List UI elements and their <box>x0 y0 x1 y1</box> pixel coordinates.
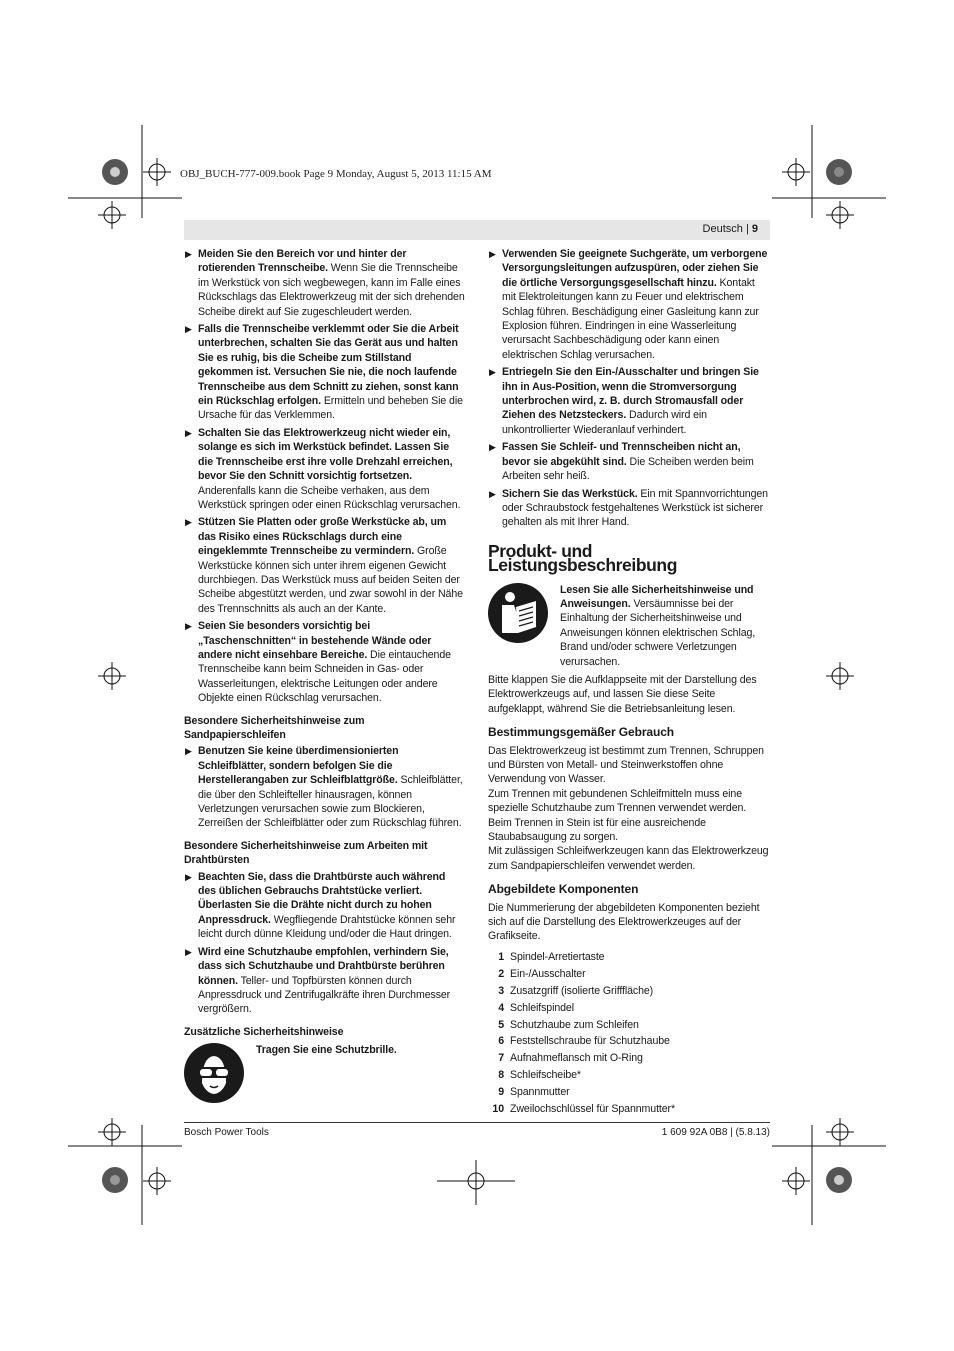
bullet-arrow-icon: ▶ <box>185 427 192 438</box>
item-text: Anderenfalls kann die Scheibe verhaken, aus dem Werkstück springen oder einen Rückschlag verursachen. <box>198 484 461 511</box>
goggles-text <box>244 1043 397 1103</box>
bullet-arrow-icon: ▶ <box>489 488 496 499</box>
page-number: 9 <box>751 223 758 235</box>
safety-item <box>184 744 466 830</box>
safety-item <box>488 440 770 483</box>
component-item <box>488 1001 770 1015</box>
component-name: Schleifspindel <box>510 1001 574 1014</box>
footer-doc-number: 1 609 92A 0B8 | (5.8.13) <box>661 1127 770 1138</box>
read-instructions-notice <box>488 583 770 669</box>
safety-item <box>184 945 466 1017</box>
component-number: 2 <box>498 967 504 980</box>
safety-item <box>184 426 466 512</box>
item-text: Dadurch wird ein unkontrollierter Wiederanlauf verhindert. <box>502 409 707 436</box>
component-item <box>488 1102 770 1116</box>
components-heading: Abgebildete Komponenten <box>488 882 639 897</box>
safety-item <box>184 322 466 423</box>
component-number: 10 <box>492 1103 504 1116</box>
component-number: 3 <box>498 984 504 997</box>
safety-item <box>488 365 770 437</box>
safety-item <box>184 247 466 319</box>
components-list <box>488 950 770 1117</box>
read-body: Versäumnisse bei der Einhaltung der Sicherheitshinweise und Anweisungen können elektrischen Schlag, Brand und/oder schwere Verletzungen verursachen. <box>560 597 756 668</box>
item-text: Wenn Sie die Trennscheibe im Werkstück von sich wegbewegen, kann im Falle eines Rückschlags das Elektrowerkzeug mit der sich drehenden Scheibe direkt auf Sie zugeschleudert werden. <box>198 262 465 318</box>
item-bold: Benutzen Sie keine überdimensionierten Schleifblätter, sondern befolgen Sie die Herstellerangaben zur Schleifblattgröße. <box>198 745 399 787</box>
component-item <box>488 1018 770 1032</box>
item-text: Kontakt mit Elektroleitungen kann zu Feuer und elektrischem Schlag führen. Beschädigung einer Gasleitung kann zur Explosion führen. Eindringen in eine Wasserleitung verursacht Sachbeschädigung oder kann einen elektrischen Schlag verursachen. <box>502 276 759 361</box>
component-name: Zusatzgriff (isolierte Grifffläche) <box>510 984 654 997</box>
use-paragraph: Zum Trennen mit gebundenen Schleifmitteln muss eine spezielle Schutzhaube zum Trennen verwendet werden. <box>488 787 747 815</box>
subsection-heading: Zusätzliche Sicherheitshinweise <box>184 1025 344 1038</box>
use-paragraph: Mit zulässigen Schleifwerkzeugen kann das Elektrowerkzeug zum Sandpapierschleifen verwendet werden. <box>488 845 769 872</box>
item-text: Große Werkstücke können sich unter ihrem eigenen Gewicht durchbiegen. Das Werkstück muss auf beiden Seiten der Scheibe abgestützt werden, und zwar sowohl in der Nähe des Trennschnitts als auch an der Kante. <box>198 545 463 615</box>
read-manual-icon <box>488 583 548 643</box>
right-column <box>488 247 770 1119</box>
bullet-arrow-icon: ▶ <box>185 517 192 528</box>
safety-item <box>184 619 466 705</box>
components-intro: Die Nummerierung der abgebildeten Komponenten bezieht sich auf die Darstellung des Elektrowerkzeuges auf der Grafikseite. <box>488 901 760 943</box>
bullet-arrow-icon: ▶ <box>185 249 192 259</box>
safety-item <box>488 487 770 530</box>
component-item <box>488 1068 770 1082</box>
bullet-arrow-icon: ▶ <box>489 442 496 453</box>
header-label <box>703 223 758 235</box>
item-bold: Stützen Sie Platten oder große Werkstücke ab, um das Risiko eines Rückschlags durch eine eingeklemmte Trennscheibe zu vermindern. <box>198 516 447 558</box>
item-bold: Falls die Trennscheibe verklemmt oder Sie die Arbeit unterbrechen, schalten Sie das Gerät aus und halten Sie es ruhig, bis die Scheibe zum Stillstand gekommen ist. Versuchen Sie nie, die noch laufende Trennscheibe aus dem Schnitt zu ziehen, sonst kann ein Rückschlag erfolgen. <box>198 323 459 408</box>
component-name: Spindel-Arretiertaste <box>510 950 605 963</box>
item-bold: Wird eine Schutzhaube empfohlen, verhindern Sie, dass sich Schutzhaube und Drahtbürste berühren können. <box>198 945 449 987</box>
use-paragraph: Beim Trennen in Stein ist für eine ausreichende Staubabsaugung zu sorgen. <box>488 816 706 844</box>
header-language: Deutsch <box>702 223 743 235</box>
goggles-label: Tragen Sie eine Schutzbrille. <box>256 1044 397 1057</box>
component-item <box>488 967 770 981</box>
component-number: 8 <box>498 1069 504 1082</box>
safety-item <box>488 247 770 362</box>
component-name: Schutzhaube zum Schleifen <box>510 1018 639 1031</box>
item-bold: Beachten Sie, dass die Drahtbürste auch während des üblichen Gebrauchs Drahtstücke verliert. Überlasten Sie die Drähte nicht durch zu hohen Anpressdruck. <box>198 870 446 926</box>
item-text: Teller- und Topfbürsten können durch Anpressdruck und Zentrifugalkräfte ihren Durchmesser vergrößern. <box>198 974 451 1016</box>
page-header-bar <box>184 220 770 240</box>
component-name: Schleifscheibe* <box>510 1069 581 1082</box>
safety-item <box>184 515 466 616</box>
component-item <box>488 984 770 998</box>
bullet-arrow-icon: ▶ <box>185 621 192 632</box>
header-separator: | <box>742 223 752 235</box>
component-name: Ein-/Ausschalter <box>510 967 586 980</box>
item-bold: Seien Sie besonders vorsichtig bei „Taschenschnitten“ in bestehende Wände oder andere nicht einsehbare Bereiche. <box>198 620 432 661</box>
left-column <box>184 247 466 1103</box>
bullet-arrow-icon: ▶ <box>185 946 192 957</box>
item-bold: Entriegeln Sie den Ein-/Ausschalter und bringen Sie ihn in Aus-Position, wenn die Stromversorgung unterbrochen wird, z. B. durch Stromausfall oder Ziehen des Netzsteckers. <box>502 366 759 422</box>
intended-use-heading: Bestimmungsgemäßer Gebrauch <box>488 725 675 740</box>
item-text: Wegfliegende Drahtstücke können sehr leicht durch dünne Kleidung und/oder die Haut dringen. <box>198 913 456 941</box>
component-number: 5 <box>498 1018 504 1031</box>
subsection-heading: Besondere Sicherheitshinweise zum Arbeiten mit Drahtbürsten <box>184 839 428 867</box>
component-number: 6 <box>498 1035 504 1048</box>
goggles-notice <box>184 1043 466 1103</box>
component-item <box>488 1051 770 1065</box>
section-title: Produkt- und Leistungsbeschreibung <box>488 540 677 576</box>
safety-goggles-icon <box>184 1043 244 1103</box>
footer-brand: Bosch Power Tools <box>184 1127 269 1138</box>
safety-item <box>184 870 466 942</box>
bullet-arrow-icon: ▶ <box>489 249 496 259</box>
bullet-arrow-icon: ▶ <box>489 367 496 378</box>
component-name: Aufnahmeflansch mit O-Ring <box>510 1052 643 1065</box>
component-item <box>488 1085 770 1099</box>
item-bold: Schalten Sie das Elektrowerkzeug nicht wieder ein, solange es sich im Werkstück befindet. Lassen Sie die Trennscheibe erst ihre volle Drehzahl erreichen, bevor Sie den Schnitt vorsichtig fortsetzen. <box>198 426 453 483</box>
component-number: 9 <box>498 1086 504 1099</box>
component-item <box>488 950 770 964</box>
component-number: 1 <box>498 950 504 963</box>
item-bold: Meiden Sie den Bereich vor und hinter der rotierenden Trennscheibe. <box>198 248 407 275</box>
use-paragraph: Das Elektrowerkzeug ist bestimmt zum Trennen, Schruppen und Bürsten von Metall- und Steinwerkstoffen ohne Verwendung von Wasser. <box>488 744 764 786</box>
item-text: Schleifblätter, die über den Schleifteller hinausragen, können Verletzungen verursachen sowie zum Blockieren, Zerreißen der Schleifblätter oder zum Rückschlag führen. <box>198 774 463 830</box>
item-text: Die eintauchende Trennscheibe kann beim Schneiden in Gas- oder Wasserleitungen, elektrische Leitungen oder andere Objekte einen Rückschlag verursachen. <box>198 648 451 705</box>
page-footer <box>184 1122 770 1138</box>
component-item <box>488 1034 770 1048</box>
component-number: 4 <box>498 1001 504 1014</box>
item-bold: Verwenden Sie geeignete Suchgeräte, um verborgene Versorgungsleitungen aufzuspüren, oder ziehen Sie die örtliche Versorgungsgesellschaft hinzu. <box>502 248 768 289</box>
read-bold: Lesen Sie alle Sicherheitshinweise und Anweisungen. <box>560 583 754 610</box>
item-bold: Fassen Sie Schleif- und Trennscheiben nicht an, bevor sie abgekühlt sind. <box>502 441 741 468</box>
foldout-paragraph: Bitte klappen Sie die Aufklappseite mit der Darstellung des Elektrowerkzeugs auf, und lassen Sie diese Seite aufgeklappt, während Sie die Betriebsanleitung lesen. <box>488 673 757 715</box>
component-name: Spannmutter <box>510 1086 570 1099</box>
bullet-arrow-icon: ▶ <box>185 871 192 882</box>
subsection-heading: Besondere Sicherheitshinweise zum Sandpapierschleifen <box>184 714 365 741</box>
item-text: Ermitteln und beheben Sie die Ursache für das Verklemmen. <box>198 395 463 422</box>
item-text: Ein mit Spannvorrichtungen oder Schraubstock festgehaltenes Werkstück ist sicherer gehalten als mit Ihrer Hand. <box>502 487 768 529</box>
read-text <box>548 583 770 669</box>
bullet-arrow-icon: ▶ <box>185 746 192 757</box>
component-name: Zweilochschlüssel für Spannmutter* <box>510 1103 675 1116</box>
item-text: Die Scheiben werden beim Arbeiten sehr heiß. <box>502 455 754 483</box>
component-number: 7 <box>498 1052 504 1065</box>
item-bold: Sichern Sie das Werkstück. <box>502 487 638 500</box>
component-name: Feststellschraube für Schutzhaube <box>510 1035 670 1048</box>
print-info-line: OBJ_BUCH-777-009.book Page 9 Monday, August 5, 2013 11:15 AM <box>180 168 492 180</box>
bullet-arrow-icon: ▶ <box>185 324 192 335</box>
